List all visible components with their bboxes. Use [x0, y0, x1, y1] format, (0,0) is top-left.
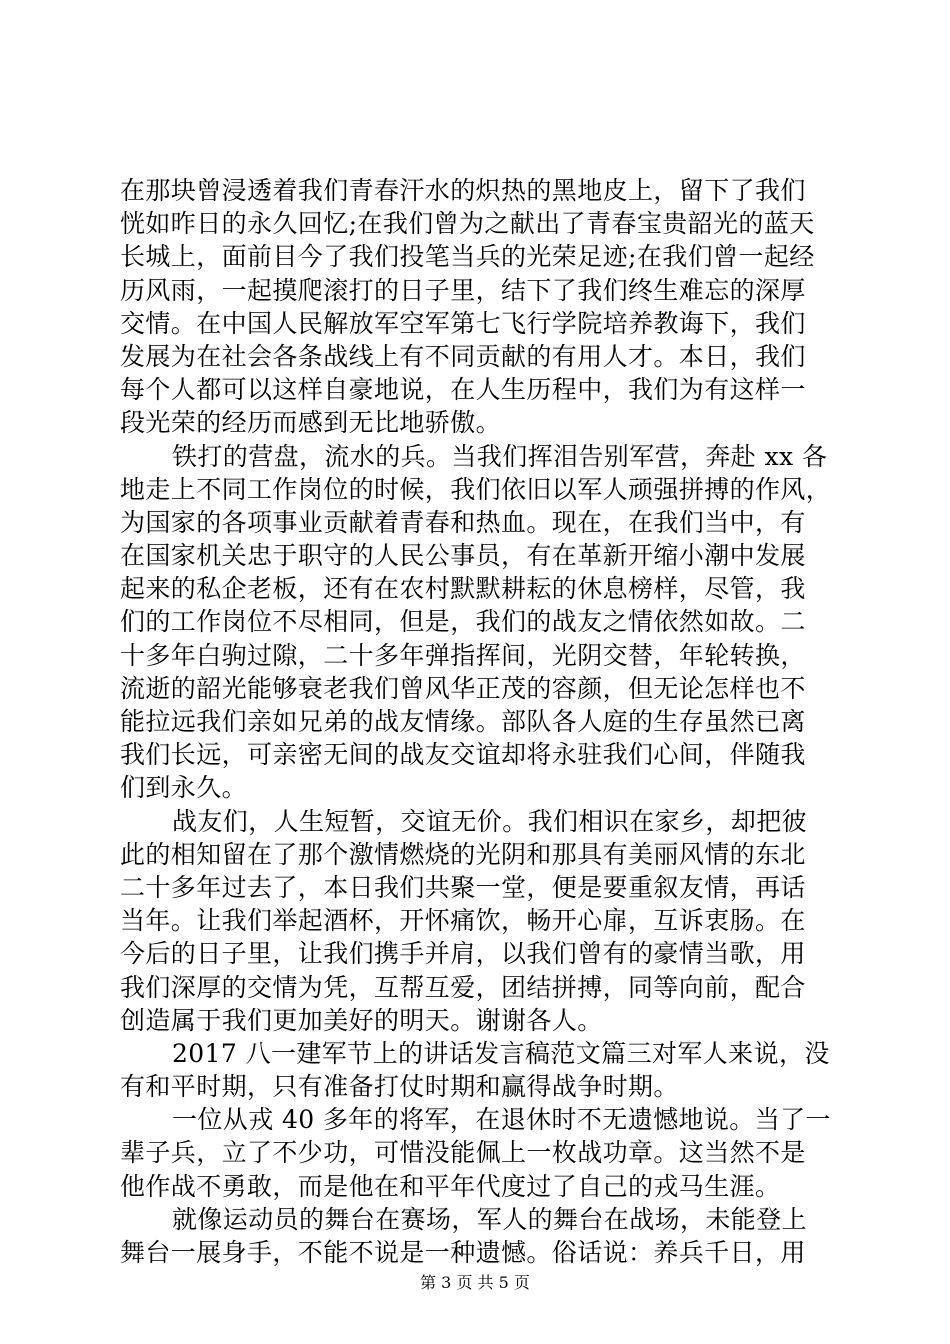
- text-line: 有和平时期，只有准备打仗时期和赢得战争时期。: [120, 1072, 679, 1102]
- text-line: 舞台一展身手，不能不说是一种遗憾。俗话说：养兵千日，用: [120, 1238, 806, 1267]
- text-line: 们的工作岗位不尽相同，但是，我们的战友之情依然如故。二: [120, 607, 806, 637]
- paragraph-first-line: 一位从戎 40 多年的将军，在退休时不无遗憾地说。当了一: [172, 1105, 831, 1135]
- text-line: 长城上，面前目今了我们投笔当兵的光荣足迹;在我们曾一起经: [120, 242, 815, 272]
- text-line: 流逝的韶光能够衰老我们曾风华正茂的容颜，但无论怎样也不: [120, 673, 806, 703]
- text-line: 当年。让我们举起酒杯，开怀痛饮，畅开心扉，互诉衷肠。在: [120, 906, 806, 936]
- page-number-footer: 第 3 页 共 5 页: [420, 1273, 530, 1292]
- text-line: 历风雨，一起摸爬滚打的日子里，结下了我们终生难忘的深厚: [120, 275, 806, 305]
- text-line: 他作战不勇敢，而是他在和平年代度过了自己的戎马生涯。: [120, 1171, 781, 1201]
- text-line: 在那块曾浸透着我们青春汗水的炽热的黑地皮上，留下了我们: [120, 176, 806, 205]
- paragraph-first-line: 战友们，人生短暂，交谊无价。我们相识在家乡，却把彼: [172, 806, 808, 836]
- text-line: 我们长远，可亲密无间的战友交谊却将永驻我们心间，伴随我: [120, 740, 806, 770]
- text-line: 每个人都可以这样自豪地说，在人生历程中，我们为有这样一: [120, 375, 806, 405]
- text-line: 恍如昨日的永久回忆;在我们曾为之献出了青春宝贵韶光的蓝天: [120, 209, 815, 239]
- paragraph-first-line: 就像运动员的舞台在赛场，军人的舞台在战场，未能登上: [172, 1204, 808, 1234]
- text-line: 在国家机关忠于职守的人民公事员，有在革新开缩小潮中发展: [120, 541, 806, 571]
- text-line: 地走上不同工作岗位的时候，我们依旧以军人顽强拼搏的作风，: [120, 474, 832, 504]
- text-line: 交情。在中国人民解放军空军第七飞行学院培养教诲下，我们: [120, 308, 806, 338]
- text-line: 我们深厚的交情为凭，互帮互爱，团结拼搏，同等向前，配合: [120, 972, 806, 1002]
- text-line: 能拉远我们亲如兄弟的战友情缘。部队各人庭的生存虽然已离: [120, 707, 806, 736]
- document-body: [120, 174, 840, 1269]
- text-line: 为国家的各项事业贡献着青春和热血。现在，在我们当中，有: [120, 507, 806, 537]
- paragraph-first-line: 铁打的营盘，流水的兵。当我们挥泪告别军营，奔赴 xx 各: [172, 441, 828, 471]
- text-line: 二十多年过去了，本日我们共聚一堂，便是要重叙友情，再话: [120, 872, 806, 902]
- text-line: 起来的私企老板，还有在农村默默耕耘的休息榜样，尽管，我: [120, 574, 806, 604]
- text-line: 段光荣的经历而感到无比地骄傲。: [120, 408, 502, 438]
- text-line: 此的相知留在了那个激情燃烧的光阴和那具有美丽风情的东北: [120, 839, 806, 869]
- text-line: 们到永久。: [120, 773, 248, 803]
- text-line: 创造属于我们更加美好的明天。谢谢各人。: [120, 1005, 603, 1035]
- text-line: 辈子兵，立了不少功，可惜没能佩上一枚战功章。这当然不是: [120, 1138, 806, 1168]
- text-line: 今后的日子里，让我们携手并肩，以我们曾有的豪情当歌，用: [120, 939, 806, 969]
- text-line: 十多年白驹过隙，二十多年弹指挥间，光阴交替，年轮转换，: [120, 640, 806, 670]
- paragraph-first-line: 2017 八一建军节上的讲话发言稿范文篇三对军人来说，没: [172, 1038, 830, 1068]
- text-line: 发展为在社会各条战线上有不同贡献的有用人才。本日，我们: [120, 341, 806, 371]
